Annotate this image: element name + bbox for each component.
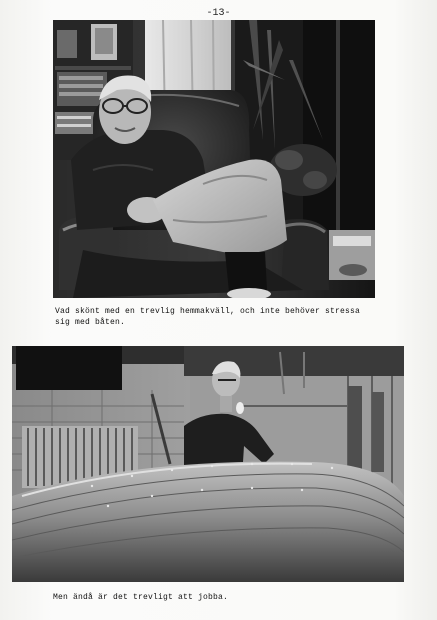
photo-man-with-boat-hull bbox=[12, 346, 404, 582]
photo-man-in-armchair bbox=[53, 20, 375, 298]
caption-bottom-photo: Men ändå är det trevligt att jobba. bbox=[53, 593, 229, 602]
armchair-photo-drawing bbox=[53, 20, 375, 298]
page-number: -13- bbox=[206, 8, 231, 19]
caption-top-photo: Vad skönt med en trevlig hemmakväll, och inte behöver stressa sig med båten. bbox=[55, 307, 361, 327]
workshop-photo-drawing bbox=[12, 346, 404, 582]
